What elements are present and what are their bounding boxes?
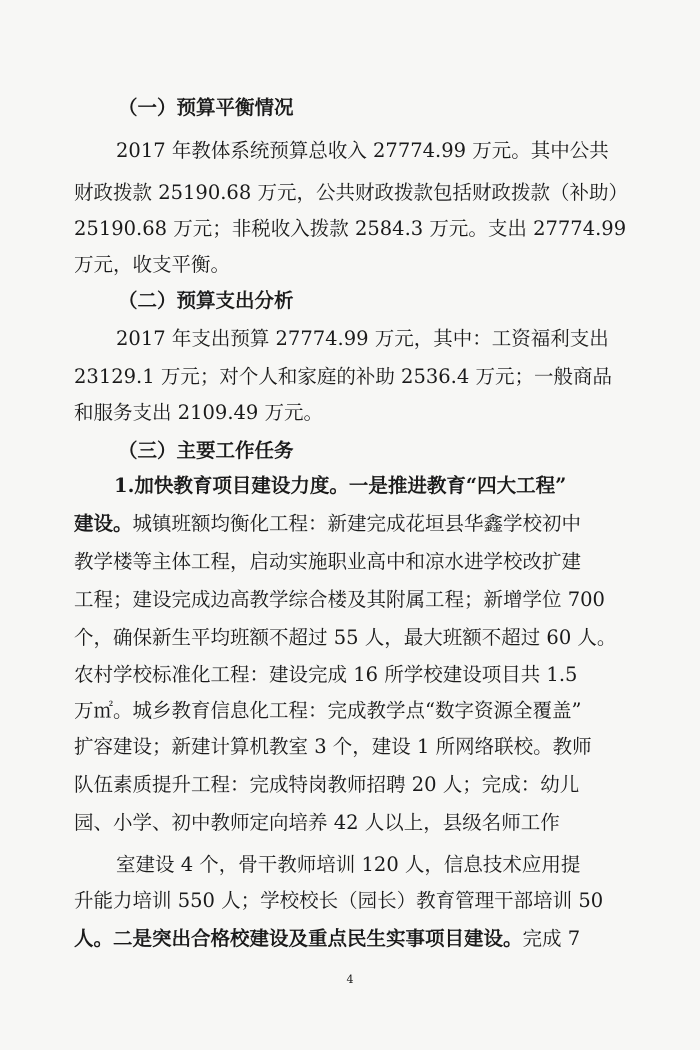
line-text: 23129.1 万元；对个人和家庭的补助 2536.4 万元；一般商品 xyxy=(74,365,612,388)
text-line xyxy=(0,619,700,657)
heading-text: （三）主要工作任务 xyxy=(118,439,294,462)
text-line xyxy=(0,656,700,694)
line-text: 园、小学、初中教师定向培养 42 人以上，县级名师工作 xyxy=(74,811,560,834)
line-text: 室建设 4 个，骨干教师培训 120 人，信息技术应用提 xyxy=(116,853,581,876)
text-line xyxy=(0,132,700,170)
section-heading-budget-balance xyxy=(0,89,700,127)
line-text: 财政拨款 25190.68 万元，公共财政拨款包括财政拨款（补助） xyxy=(74,181,628,204)
text-line xyxy=(0,728,700,766)
text-line xyxy=(0,543,700,581)
section-heading-expenditure-analysis xyxy=(0,282,700,320)
line-text: 升能力培训 550 人；学校校长（园长）教育管理干部培训 50 xyxy=(74,889,604,912)
text-line xyxy=(0,581,700,619)
line-text: 万元，收支平衡。 xyxy=(74,253,231,276)
text-line xyxy=(0,210,700,248)
line-text: 扩容建设；新建计算机教室 3 个，建设 1 所网络联校。教师 xyxy=(74,735,592,758)
heading-text: （一）预算平衡情况 xyxy=(118,96,294,119)
page-number: 4 xyxy=(346,973,354,986)
text-line xyxy=(0,920,700,958)
text-line xyxy=(0,882,700,920)
line-text: 完成 7 xyxy=(522,927,581,950)
text-line xyxy=(0,846,700,884)
line-text: 城镇班额均衡化工程：新建完成花垣县华鑫学校初中 xyxy=(132,512,582,535)
line-text: 2017 年支出预算 27774.99 万元，其中：工资福利支出 xyxy=(116,327,609,350)
text-line xyxy=(0,505,700,543)
line-text: 队伍素质提升工程：完成特岗教师招聘 20 人；完成：幼儿 xyxy=(74,773,580,796)
text-line xyxy=(0,804,700,842)
heading-text: （二）预算支出分析 xyxy=(118,289,294,312)
line-text-bold: 人。二是突出合格校建设及重点民生实事项目建设。 xyxy=(74,927,523,950)
subsection-heading xyxy=(0,467,700,505)
line-text-bold: 建设。 xyxy=(74,512,133,535)
text-line xyxy=(0,174,700,212)
line-text: 2017 年教体系统预算总收入 27774.99 万元。其中公共 xyxy=(116,139,609,162)
line-text: 1.加快教育项目建设力度。一是推进教育“四大工程” xyxy=(114,474,567,497)
section-heading-main-tasks xyxy=(0,432,700,470)
text-line xyxy=(0,692,700,730)
text-line xyxy=(0,320,700,358)
text-line xyxy=(0,246,700,284)
text-line xyxy=(0,358,700,396)
line-text: 个，确保新生平均班额不超过 55 人，最大班额不超过 60 人。 xyxy=(74,626,617,649)
line-text: 25190.68 万元；非税收入拨款 2584.3 万元。支出 27774.99 xyxy=(74,217,627,240)
text-line xyxy=(0,394,700,432)
line-text: 工程；建设完成边高教学综合楼及其附属工程；新增学位 700 xyxy=(74,588,605,611)
line-text: 万㎡。城乡教育信息化工程：完成教学点“数字资源全覆盖” xyxy=(74,699,582,722)
line-text: 教学楼等主体工程，启动实施职业高中和凉水进学校改扩建 xyxy=(74,550,582,573)
text-line xyxy=(0,766,700,804)
line-text: 和服务支出 2109.49 万元。 xyxy=(74,401,324,424)
line-text: 农村学校标准化工程：建设完成 16 所学校建设项目共 1.5 xyxy=(74,663,578,686)
